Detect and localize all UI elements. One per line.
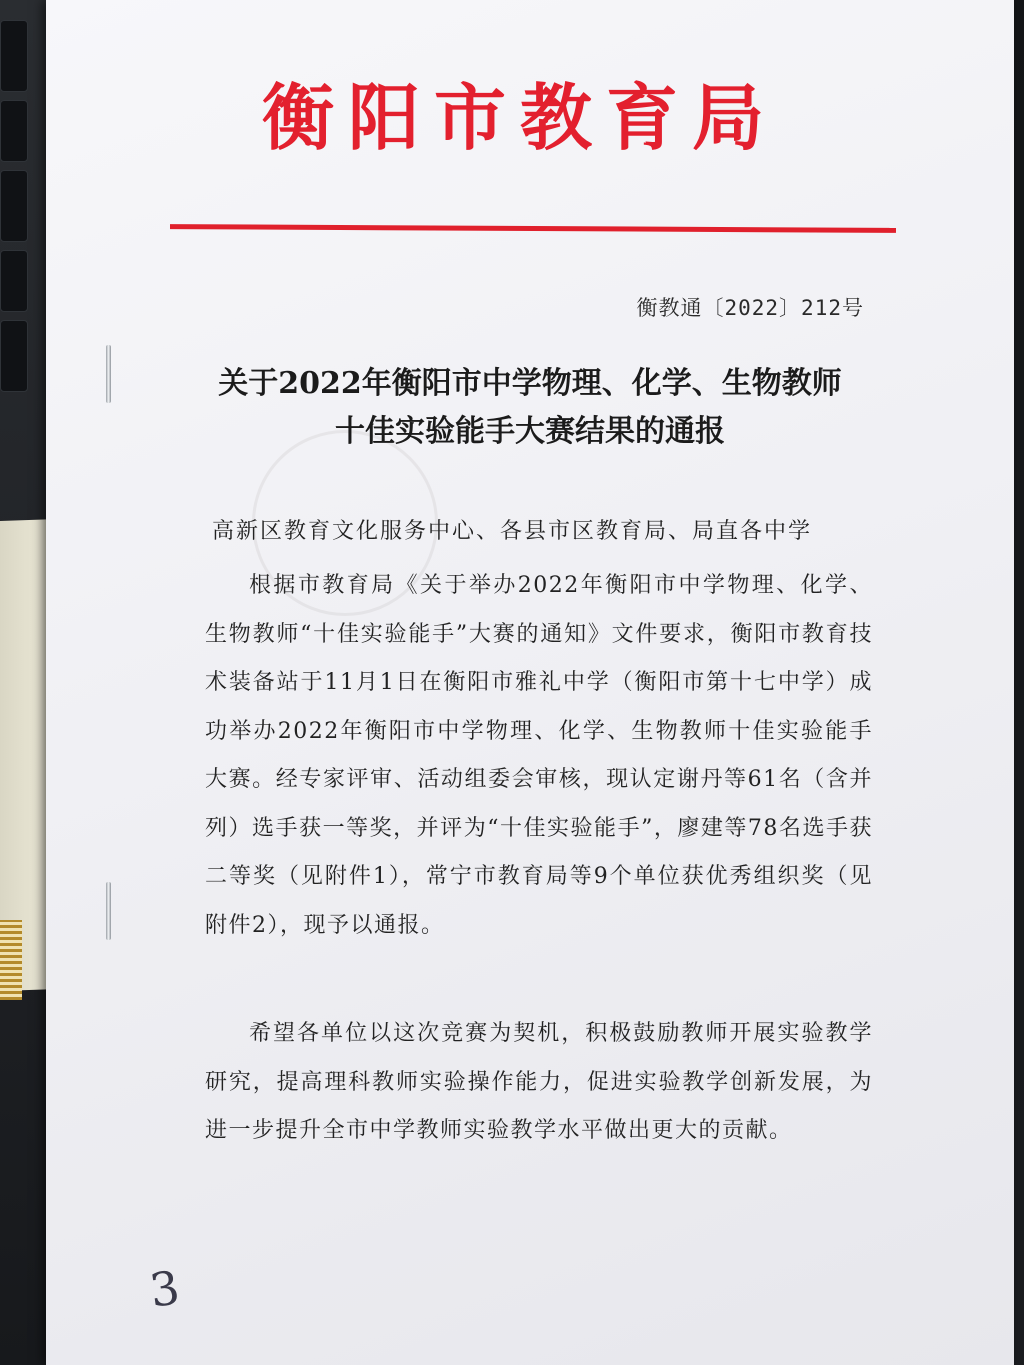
keyboard-key <box>0 250 28 312</box>
title-line-1: 关于2022年衡阳市中学物理、化学、生物教师 <box>218 366 842 401</box>
body-paragraph-1: 根据市教育局《关于举办2022年衡阳市中学物理、化学、生物教师“十佳实验能手”大赛的通知》文件要求，衡阳市教育技术装备站于11月1日在衡阳市雅礼中学（衡阳市第十七中学）成功举办2022年衡阳市中学物理、化学、生物教师十佳实验能手大赛。经专家评审、活动组委会审核，现认定谢丹等61名（含并列）选手获一等奖，并评为“十佳实验能手”，廖建等78名选手获二等奖（见附件1），常宁市教育局等9个单位获优秀组织奖（见附件2），现予以通报。 <box>205 573 873 938</box>
keyboard-key <box>0 100 28 162</box>
keyboard-key <box>0 320 28 392</box>
document-number: 衡教通〔2022〕212号 <box>636 296 864 320</box>
keyboard-key <box>0 20 28 92</box>
issuer-header: 衡阳市教育局 <box>261 75 778 160</box>
title-line-2: 十佳实验能手大赛结果的通报 <box>335 414 725 449</box>
handwritten-page-mark: 3 <box>146 1260 183 1318</box>
staple-top <box>106 345 111 403</box>
document-title <box>150 360 910 456</box>
keyboard-key <box>0 170 28 242</box>
body-paragraph-2: 希望各单位以这次竞赛为契机，积极鼓励教师开展实验教学研究，提高理科教师实验操作能力，促进实验教学创新发展，为进一步提升全市中学教师实验教学水平做出更大的贡献。 <box>205 1021 873 1143</box>
barcode-strip <box>0 920 22 1000</box>
salutation: 高新区教育文化服务中心、各县市区教育局、局直各中学 <box>212 519 813 544</box>
staple-bottom <box>106 882 111 940</box>
